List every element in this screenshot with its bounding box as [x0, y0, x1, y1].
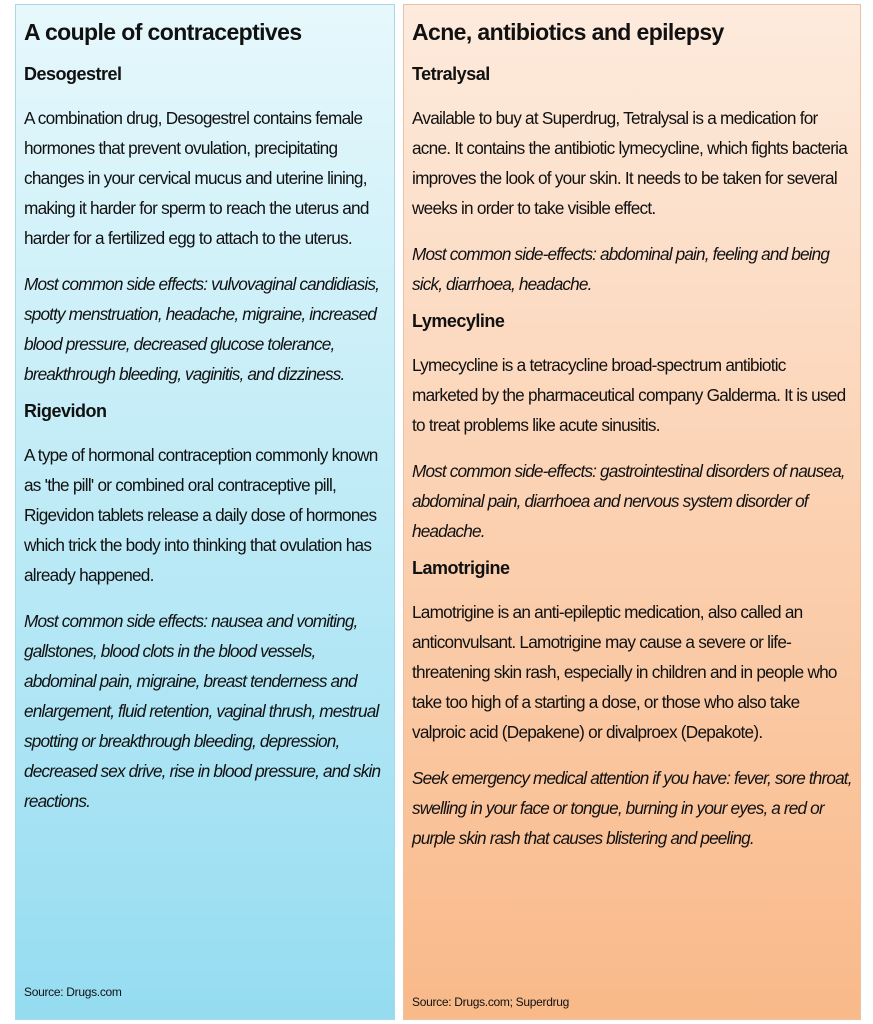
drug-side-effects: Most common side-effects: abdominal pain, feeling and being sick, diarrhoea, headache. — [412, 244, 830, 294]
drug-name: Desogestrel — [24, 64, 122, 84]
drug-section-lymecyline — [412, 311, 854, 546]
drug-name: Lamotrigine — [412, 558, 510, 578]
contraceptives-panel — [15, 4, 395, 1020]
acne-antibiotics-epilepsy-panel — [403, 4, 861, 1020]
drug-description: Lymecycline is a tetracycline broad-spectrum antibiotic marketed by the pharmaceutical company Galderma. It is used to treat problems like acute sinusitis. — [412, 355, 846, 435]
drug-description: Available to buy at Superdrug, Tetralysal is a medication for acne. It contains the antibiotic lymecycline, which fights bacteria improves the look of your skin. It needs to be taken for several weeks in order to take visible effect. — [412, 108, 848, 218]
drug-section-desogestrel — [24, 64, 388, 389]
panel-title: A couple of contraceptives — [24, 19, 302, 45]
source-note: Source: Drugs.com — [24, 985, 122, 999]
source-note: Source: Drugs.com; Superdrug — [412, 995, 570, 1009]
panel-title: Acne, antibiotics and epilepsy — [412, 19, 724, 45]
drug-side-effects: Most common side-effects: gastrointestinal disorders of nausea, abdominal pain, diarrhoea and nervous system disorder of headache. — [412, 461, 845, 541]
drug-section-tetralysal — [412, 64, 854, 299]
drug-name: Tetralysal — [412, 64, 490, 84]
drug-description: Lamotrigine is an anti-epileptic medication, also called an anticonvulsant. Lamotrigine may cause a severe or life-threatening skin rash, especially in children and in people who take too high of a starting a dose, or those who also take valproic acid (Depakene) or divalproex (Depakote). — [412, 602, 837, 742]
drug-description: A combination drug, Desogestrel contains female hormones that prevent ovulation, precipitating changes in your cervical mucus and uterine lining, making it harder for sperm to reach the uterus and harder for a fertilized egg to attach to the uterus. — [24, 108, 369, 248]
drug-section-rigevidon — [24, 401, 388, 816]
drug-side-effects: Seek emergency medical attention if you have: fever, sore throat, swelling in your face or tongue, burning in your eyes, a red or purple skin rash that causes blistering and peeling. — [412, 768, 852, 848]
drug-description: A type of hormonal contraception commonly known as 'the pill' or combined oral contraceptive pill, Rigevidon tablets release a daily dose of hormones which trick the body into thinking that ovulation has already happened. — [24, 445, 378, 585]
drug-side-effects: Most common side effects: nausea and vomiting, gallstones, blood clots in the blood vessels, abdominal pain, migraine, breast tenderness and enlargement, fluid retention, vaginal thrush, mestrual spotting or breakthrough bleeding, depression, decreased sex drive, rise in blood pressure, and skin reactions. — [24, 611, 381, 811]
drug-name: Lymecyline — [412, 311, 505, 331]
drug-side-effects: Most common side effects: vulvovaginal candidiasis, spotty menstruation, headache, migraine, increased blood pressure, decreased glucose tolerance, breakthrough bleeding, vaginitis, and dizziness. — [24, 274, 380, 384]
drug-name: Rigevidon — [24, 401, 107, 421]
drug-section-lamotrigine — [412, 558, 854, 853]
